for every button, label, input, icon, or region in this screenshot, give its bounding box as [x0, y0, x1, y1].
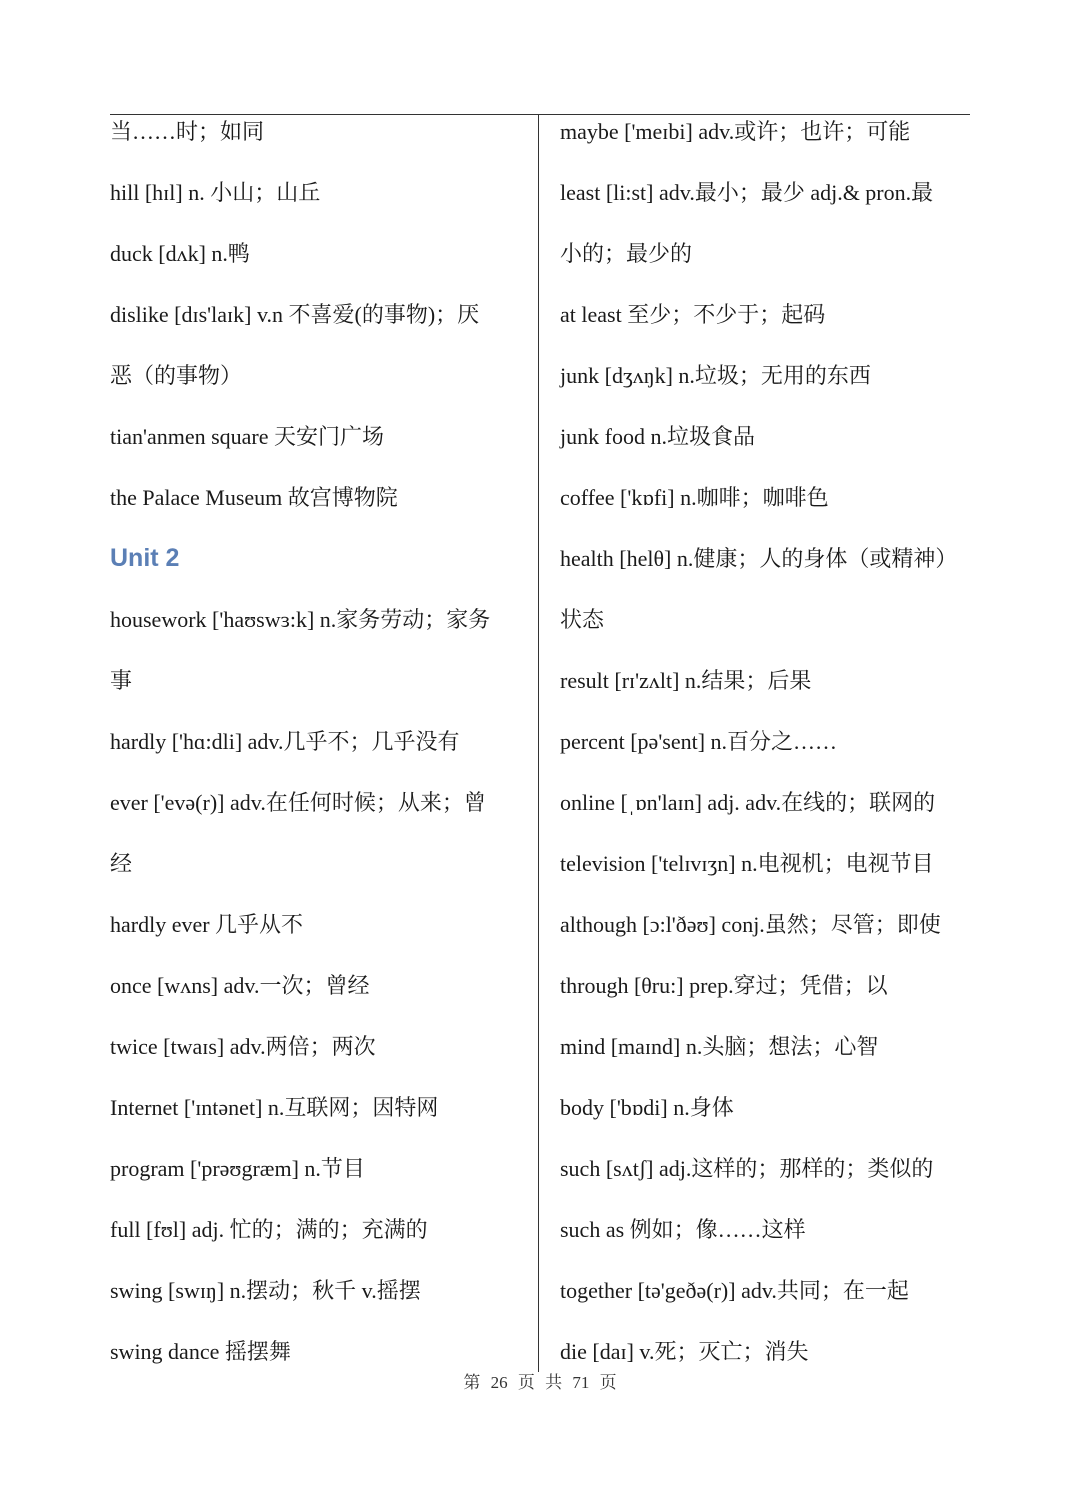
vocab-line: duck [dʌk] n.鸭 [110, 241, 250, 266]
vocab-line: hardly ['hɑ:dli] adv.几乎不；几乎没有 [110, 729, 460, 754]
vocab-line: together [tə'geðə(r)] adv.共同；在一起 [560, 1278, 909, 1303]
unit-heading: Unit 2 [110, 544, 180, 572]
vocab-line: although [ɔ:l'ðəʊ] conj.虽然；尽管；即使 [560, 912, 941, 937]
vocab-line: tian'anmen square 天安门广场 [110, 424, 385, 449]
vocab-line: health [helθ] n.健康；人的身体（或精神） [560, 546, 958, 571]
vocab-line: swing [swɪŋ] n.摆动；秋千 v.摇摆 [110, 1278, 421, 1303]
vocab-line: 经 [110, 851, 133, 876]
vocab-line: online [ˌɒn'laɪn] adj. adv.在线的；联网的 [560, 790, 936, 815]
vocab-line: hardly ever 几乎从不 [110, 912, 304, 937]
vocab-line: such [sʌtʃ] adj.这样的；那样的；类似的 [560, 1156, 934, 1181]
vocab-line: Internet ['ɪntənet] n.互联网；因特网 [110, 1095, 439, 1120]
vocab-line: 恶（的事物） [110, 363, 243, 388]
vocab-line: junk food n.垃圾食品 [560, 424, 755, 449]
page-footer: 第 26 页 共 71 页 [463, 1373, 617, 1392]
vocab-line: the Palace Museum 故宫博物院 [110, 485, 398, 510]
vocab-line: maybe ['meɪbi] adv.或许；也许；可能 [560, 119, 911, 144]
vocab-line: through [θru:] prep.穿过；凭借；以 [560, 973, 888, 998]
vocab-line: 状态 [560, 607, 605, 632]
vocab-line: such as 例如；像……这样 [560, 1217, 806, 1242]
vocab-line: least [li:st] adv.最小；最少 adj.& pron.最 [560, 180, 934, 205]
vocab-line: body ['bɒdi] n.身体 [560, 1095, 734, 1120]
vocab-line: ever ['evə(r)] adv.在任何时候；从来；曾 [110, 790, 486, 815]
vocab-line: at least 至少；不少于；起码 [560, 302, 826, 327]
vocab-line: television ['telɪvɪʒn] n.电视机；电视节目 [560, 851, 934, 876]
column-divider [538, 114, 539, 1372]
vocab-line: percent [pə'sent] n.百分之…… [560, 729, 838, 754]
vocab-line: mind [maɪnd] n.头脑；想法；心智 [560, 1034, 879, 1059]
vocab-line: 事 [110, 668, 133, 693]
vocab-line: coffee ['kɒfi] n.咖啡；咖啡色 [560, 485, 829, 510]
left-column [110, 101, 525, 1382]
vocab-line: twice [twaɪs] adv.两倍；两次 [110, 1034, 376, 1059]
vocab-line: 当……时；如同 [110, 119, 265, 144]
vocab-line: once [wʌns] adv.一次；曾经 [110, 973, 370, 998]
vocab-line: housework ['haʊswɜ:k] n.家务劳动；家务 [110, 607, 491, 632]
vocab-line: result [rɪ'zʌlt] n.结果；后果 [560, 668, 812, 693]
vocab-line: junk [dʒʌŋk] n.垃圾；无用的东西 [560, 363, 871, 388]
vocab-line: die [daɪ] v.死；灭亡；消失 [560, 1339, 809, 1364]
vocab-line: dislike [dɪs'laɪk] v.n 不喜爱(的事物)；厌 [110, 302, 480, 327]
right-column [560, 101, 970, 1382]
vocab-line: full [fʊl] adj. 忙的；满的；充满的 [110, 1217, 428, 1242]
vocab-line: program ['prəʊgræm] n.节目 [110, 1156, 365, 1181]
vocab-line: hill [hɪl] n. 小山；山丘 [110, 180, 321, 205]
vocab-line: 小的；最少的 [560, 241, 693, 266]
vocab-line: swing dance 摇摆舞 [110, 1339, 291, 1364]
